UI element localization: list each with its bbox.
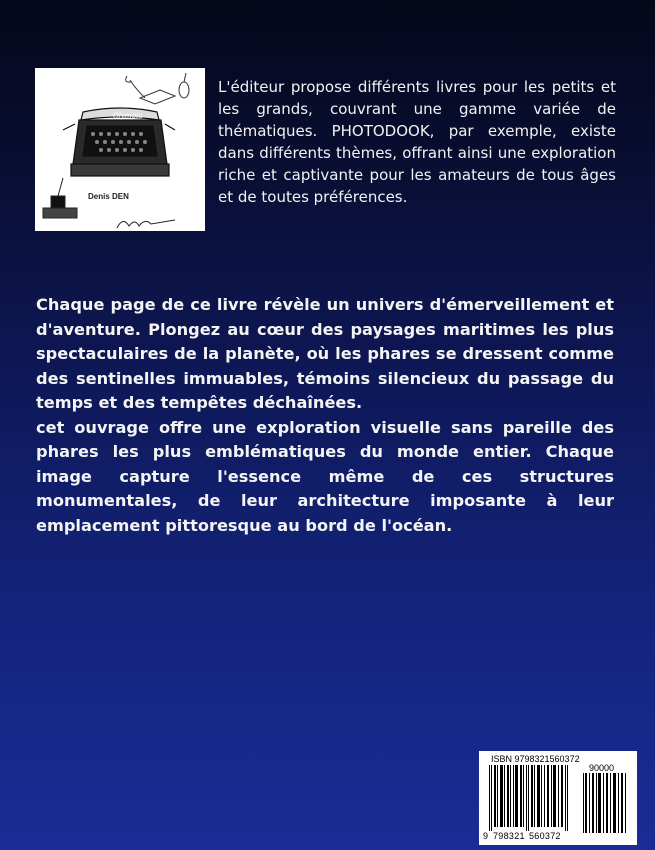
signature-icon: [117, 220, 175, 228]
brand-text: Olympia: [113, 112, 143, 120]
book-description: [36, 293, 614, 538]
isbn-label: ISBN 9798321560372: [491, 754, 580, 764]
isbn-barcode: [479, 751, 637, 845]
barcode-digits-left: 798321: [493, 831, 525, 841]
author-name: Denis DEN: [88, 192, 129, 201]
publisher-paragraph: L'éditeur propose différents livres pour les petits et les grands, couvrant une gamme variée de thématiques. PHOTODOOK, par exemple, existe dans différents thèmes, offrant ainsi une exploration riche et captivante pour les amateurs de tous âges et de toutes préférences.: [218, 78, 616, 206]
typewriter-illustration: [35, 68, 205, 231]
quill-inkpot-icon: [126, 73, 189, 104]
book-inkpot-icon: [43, 178, 77, 218]
barcode-digit-first: 9: [483, 831, 489, 841]
price-code: 90000: [589, 763, 615, 773]
barcode-digits-right: 560372: [529, 831, 561, 841]
author-logo: [35, 68, 205, 231]
ean-bars: [489, 765, 626, 833]
description-paragraph-2: cet ouvrage offre une exploration visuelle sans pareille des phares les plus emblématiques du monde entier. Chaque image capture l'essence même de ces structures monumentales, de leur architecture imposante à leur emplacement pittoresque au bord de l'océan.: [36, 417, 614, 535]
description-paragraph-1: Chaque page de ce livre révèle un univers d'émerveillement et d'aventure. Plongez au cœur des paysages maritimes les plus spectaculaires de la planète, où les phares se dressent comme des sentinelles immuables, témoins silencieux du passage du temps et des tempêtes déchaînées.: [36, 295, 614, 412]
